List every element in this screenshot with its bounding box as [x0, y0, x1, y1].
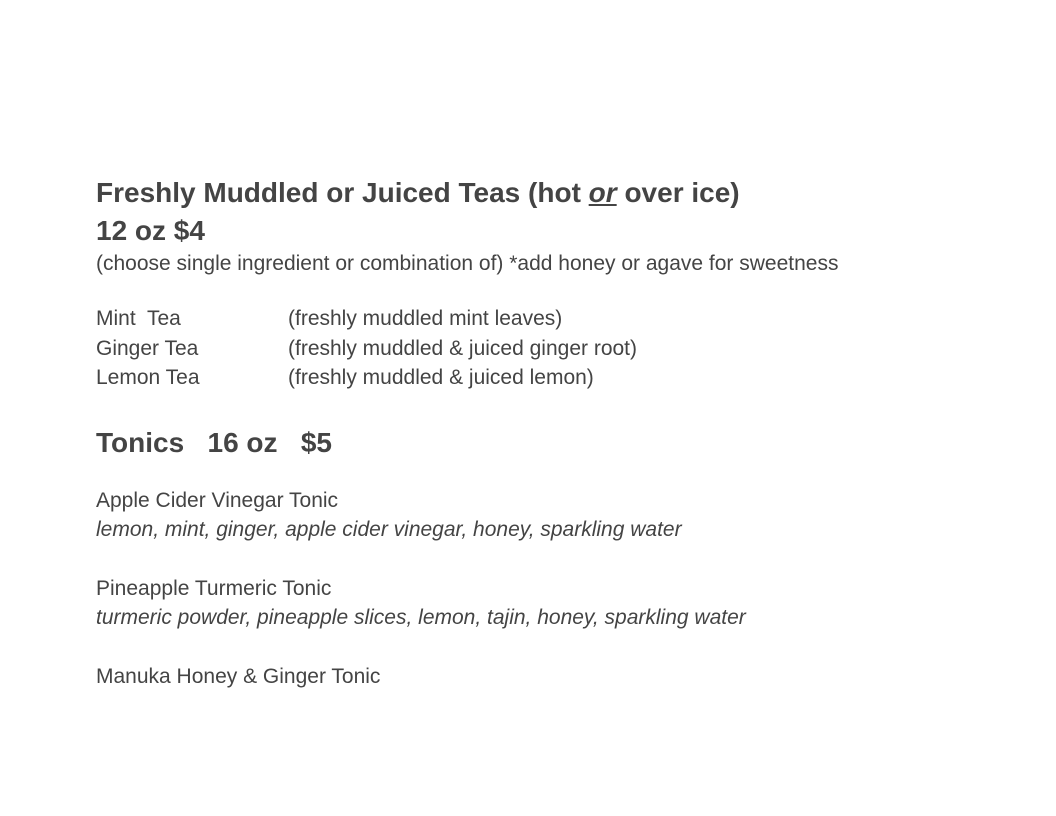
tea-name: Lemon Tea: [96, 366, 200, 389]
tonic-name: Pineapple Turmeric Tonic: [96, 576, 332, 600]
tea-list: [96, 304, 996, 393]
teas-title-emphasis: or: [588, 177, 617, 208]
teas-title-part-1: Freshly Muddled or Juiced Teas (hot: [96, 177, 589, 208]
tonic-ingredients: turmeric powder, pineapple slices, lemon, tajin, honey, sparkling water: [96, 606, 746, 629]
tonics-section-title: Tonics 16 oz $5: [96, 426, 333, 458]
menu-page: [96, 174, 996, 691]
teas-note: (choose single ingredient or combination of) *add honey or agave for sweetness: [96, 252, 839, 275]
tea-description: (freshly muddled & juiced lemon): [288, 366, 594, 389]
tea-item: [96, 334, 996, 364]
tea-name: Ginger Tea: [96, 336, 199, 360]
tea-name: Mint Tea: [96, 307, 181, 330]
tonic-item: [96, 662, 996, 692]
tonic-name: Manuka Honey & Ginger Tonic: [96, 664, 381, 688]
tonic-ingredients: lemon, mint, ginger, apple cider vinegar, honey, sparkling water: [96, 518, 682, 541]
teas-title-part-2: over ice): [616, 177, 740, 208]
tonic-name: Apple Cider Vinegar Tonic: [96, 488, 339, 512]
tea-item: [96, 363, 996, 393]
tonic-item: [96, 486, 996, 545]
teas-section-title: [96, 174, 996, 212]
tonic-item: [96, 574, 996, 633]
teas-size-price: 12 oz $4: [96, 215, 205, 246]
tea-description: (freshly muddled & juiced ginger root): [288, 336, 638, 360]
tea-description: (freshly muddled mint leaves): [288, 307, 563, 330]
tea-item: [96, 304, 996, 334]
